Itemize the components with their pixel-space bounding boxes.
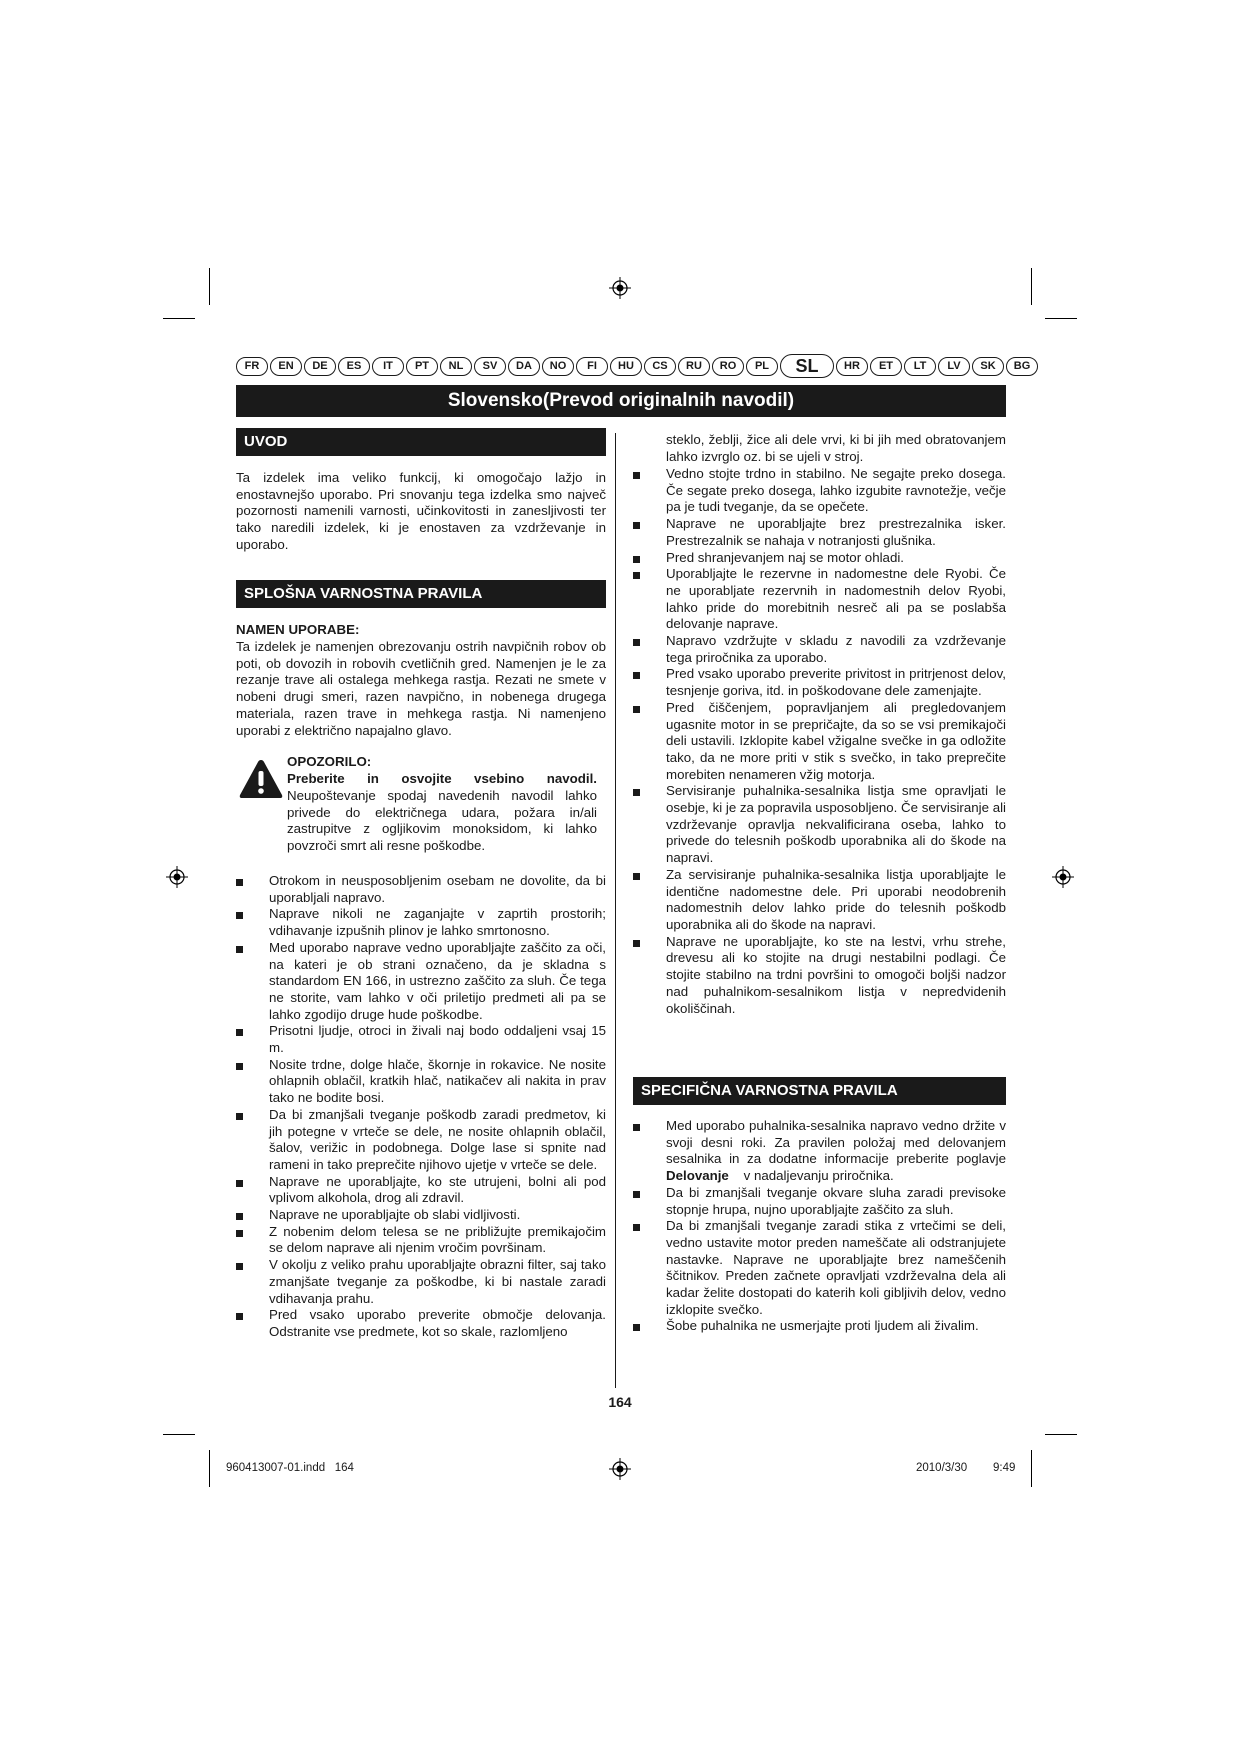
- footer-file: 960413007-01.indd 164: [226, 1462, 354, 1474]
- list-item: Med uporabo naprave vedno uporabljajte zaščito za oči, na kateri je ob strani označeno, da je skladna s standardom EN 166, in ustrezno zaščito za sluh. Če tega ne storite, vam lahko v oči priletijo predmeti ali pa se lahko zgodijo druge hude poškodbe.: [236, 940, 606, 1024]
- language-pill-pl: PL: [746, 357, 778, 376]
- registration-mark-icon: [609, 277, 631, 299]
- bullet-icon: [236, 1213, 243, 1220]
- list-item: Pred vsako uporabo preverite privitost in pritrjenost delov, tesnjenje goriva, itd. in poškodovane dele zamenjajte.: [633, 666, 1006, 699]
- list-item: Naprave ne uporabljajte ob slabi vidljivosti.: [236, 1207, 606, 1224]
- bullet-icon: [633, 1191, 640, 1198]
- registration-mark-icon: [1052, 866, 1074, 888]
- bullet-icon: [633, 472, 640, 479]
- column-divider: [615, 433, 616, 1388]
- bullet-icon: [633, 1224, 640, 1231]
- language-pill-lt: LT: [904, 357, 936, 376]
- language-pill-et: ET: [870, 357, 902, 376]
- bullet-icon: [633, 940, 640, 947]
- specific-heading: SPECIFIČNA VARNOSTNA PRAVILA: [633, 1077, 1006, 1105]
- list-item: Pred shranjevanjem naj se motor ohladi.: [633, 550, 1006, 567]
- list-item: Pred čiščenjem, popravljanjem ali pregledovanjem ugasnite motor in se prepričajte, da so se vsi premikajoči deli ustavili. Izklopite kabel vžigalne svečke in ga odložite tako, da ne more priti v stik s svečko, in tako preprečite morebiten nenameren vžig motorja.: [633, 700, 1006, 784]
- list-item: Prisotni ljudje, otroci in živali naj bodo oddaljeni vsaj 15 m.: [236, 1023, 606, 1056]
- language-pill-da: DA: [508, 357, 540, 376]
- bullet-icon: [633, 522, 640, 529]
- list-item: Da bi zmanjšali tveganje zaradi stika z vrtečimi se deli, vedno ustavite motor preden nameščate ali odstranjujete nastavke. Naprave ne uporabljajte brez nameščenih ščitnikov. Preden začnete opravljati vzdrževalna dela ali kadar želite dostopati do katerih koli gibljivih delov, vedno izklopite svečko.: [633, 1218, 1006, 1318]
- list-item: Z nobenim delom telesa se ne približujte premikajočim se delom naprave ali njenim vročim površinam.: [236, 1224, 606, 1257]
- specific-safety-list: [633, 1118, 1006, 1335]
- bullet-icon: [236, 879, 243, 886]
- crop-mark: [163, 318, 195, 319]
- safety-heading: SPLOŠNA VARNOSTNA PRAVILA: [236, 580, 606, 608]
- crop-mark: [209, 1450, 210, 1487]
- list-item: Naprave ne uporabljajte, ko ste na lestvi, vrhu strehe, drevesu ali ko stojite na drugi nestabilni podlagi. Če stojite stabilno na trdni površini to omogoči boljši nadzor nad puhalnikom-sesalnikom listja v nepredvidenih okoliščinah.: [633, 934, 1006, 1018]
- language-pill-no: NO: [542, 357, 574, 376]
- list-item: Šobe puhalnika ne usmerjajte proti ljudem ali živalim.: [633, 1318, 1006, 1335]
- language-pill-fr: FR: [236, 357, 268, 376]
- list-item: Za servisiranje puhalnika-sesalnika listja uporabljajte le identične nadomestne dele. Pri uporabi neodobrenih nadomestnih delov lahko pride do telesnih poškodb uporabnika ali do škode na napravi.: [633, 867, 1006, 934]
- bullet-icon: [236, 1180, 243, 1187]
- registration-mark-icon: [609, 1458, 631, 1480]
- right-safety-list: [633, 466, 1006, 1017]
- language-pill-ro: RO: [712, 357, 744, 376]
- right-continuation: steklo, žeblji, žice ali dele vrvi, ki bi jih med obratovanjem lahko izvrglo oz. bi se ujeli v stroj.: [666, 432, 1006, 464]
- crop-mark: [163, 1434, 195, 1435]
- language-pill-bg: BG: [1006, 357, 1038, 376]
- crop-mark: [1045, 1434, 1077, 1435]
- page-title: Slovensko(Prevod originalnih navodil): [236, 385, 1006, 417]
- list-item: Da bi zmanjšali tveganje poškodb zaradi predmetov, ki jih potegne v vrteče se dele, ne nosite ohlapnih oblačil, šalov, verižic in podobnega. Dolge lase si spnite nad rameni in tako preprečite njihovo ujetje v vrteče se dele.: [236, 1107, 606, 1174]
- bullet-icon: [236, 1230, 243, 1237]
- page-number: 164: [608, 1394, 632, 1410]
- list-item: Uporabljajte le rezervne in nadomestne dele Ryobi. Če ne uporabljate rezervnih in nadomestnih delov Ryobi, lahko pride do morebitnih nesreč ali pa se poslabša delovanje naprave.: [633, 566, 1006, 633]
- uvod-text: Ta izdelek ima veliko funkcij, ki omogočajo lažjo in enostavnejšo uporabo. Pri snovanju tega izdelka smo največ pozornosti namenili varnosti, učinkovitosti in zanesljivosti ter tako naredili izdelek, ki je enostaven za vzdrževanje in uporabo.: [236, 470, 606, 552]
- list-item: V okolju z veliko prahu uporabljajte obrazni filter, saj tako zmanjšate tveganje za poškodbe, ki bi nastale zaradi vdihavanja prahu.: [236, 1257, 606, 1307]
- bullet-icon: [236, 946, 243, 953]
- bullet-icon: [633, 789, 640, 796]
- list-item: Da bi zmanjšali tveganje okvare sluha zaradi previsoke stopnje hrupa, nujno uporabljajte zaščito za sluh.: [633, 1185, 1006, 1218]
- bullet-icon: [236, 1263, 243, 1270]
- list-item: Otrokom in neusposobljenim osebam ne dovolite, da bi uporabljali napravo.: [236, 873, 606, 906]
- crop-mark: [1031, 1450, 1032, 1487]
- left-safety-list: [236, 873, 606, 1341]
- warning-title: OPOZORILO:: [287, 754, 372, 769]
- warning-text: Neupoštevanje spodaj navedenih navodil lahko privede do električnega udara, požara in/ali zastrupitve z ogljikovim monoksidom, ki lahko povzroči smrt ali resne poškodbe.: [287, 788, 597, 854]
- uvod-heading: UVOD: [236, 428, 606, 456]
- language-pill-sl: SL: [780, 354, 834, 378]
- bullet-icon: [633, 873, 640, 880]
- language-pill-ru: RU: [678, 357, 710, 376]
- warning-triangle-icon: [238, 758, 284, 800]
- footer-date: 2010/3/30: [916, 1462, 968, 1474]
- language-pill-de: DE: [304, 357, 336, 376]
- crop-mark: [1031, 268, 1032, 305]
- list-item: Vedno stojte trdno in stabilno. Ne segajte preko dosega. Če segate preko dosega, lahko izgubite ravnotežje, večje pa je tudi tveganje, da se opečete.: [633, 466, 1006, 516]
- bullet-icon: [633, 1324, 640, 1331]
- list-item: Servisiranje puhalnika-sesalnika listja sme opravljati le osebje, ki je za popravila usposobljeno. Če servisiranje ali vzdrževanje opravlja nekvalificirana oseba, lahko to privede do telesnih poškodb uporabnika ali do škode na napravi.: [633, 783, 1006, 867]
- language-pill-sk: SK: [972, 357, 1004, 376]
- crop-mark: [209, 268, 210, 305]
- language-pill-it: IT: [372, 357, 404, 376]
- language-pill-pt: PT: [406, 357, 438, 376]
- warning-bold: Preberite in osvojite vsebino navodil.: [287, 771, 597, 786]
- language-pill-hu: HU: [610, 357, 642, 376]
- bullet-icon: [633, 572, 640, 579]
- usage-heading: NAMEN UPORABE:: [236, 622, 360, 637]
- language-pill-es: ES: [338, 357, 370, 376]
- bullet-icon: [633, 639, 640, 646]
- footer-time: 9:49: [993, 1462, 1016, 1474]
- language-pill-en: EN: [270, 357, 302, 376]
- language-pill-lv: LV: [938, 357, 970, 376]
- list-item: Naprave nikoli ne zaganjajte v zaprtih prostorih; vdihavanje izpušnih plinov je lahko smrtonosno.: [236, 906, 606, 939]
- language-pill-hr: HR: [836, 357, 868, 376]
- list-item: Naprave ne uporabljajte, ko ste utrujeni, bolni ali pod vplivom alkohola, drog ali zdravil.: [236, 1174, 606, 1207]
- bullet-icon: [633, 672, 640, 679]
- language-pill-cs: CS: [644, 357, 676, 376]
- list-item: Napravo vzdržujte v skladu z navodili za vzdrževanje tega priročnika za uporabo.: [633, 633, 1006, 666]
- list-item: Pred vsako uporabo preverite območje delovanja. Odstranite vse predmete, kot so skale, razlomljeno: [236, 1307, 606, 1340]
- registration-mark-icon: [166, 866, 188, 888]
- list-item: Med uporabo puhalnika-sesalnika napravo vedno držite v svoji desni roki. Za pravilen položaj med delovanjem sesalnika in za dodatne informacije preberite poglavje Delovanje v nadaljevanju priročnika.: [633, 1118, 1006, 1185]
- usage-text: Ta izdelek je namenjen obrezovanju ostrih navpičnih robov ob poti, ob dovozih in robovih cvetličnih gred. Namenjen je le za rezanje trave ali ostalega mehkega rastja. Rezati ne smete v nobeni drugi smeri, razen navpično, in nobenega drugega materiala, razen trave in mehkega rastja. Ni namenjeno uporabi z električno napajalno glavo.: [236, 639, 606, 738]
- bullet-icon: [633, 556, 640, 563]
- list-item: Naprave ne uporabljajte brez prestrezalnika isker. Prestrezalnik se nahaja v notranjosti glušnika.: [633, 516, 1006, 549]
- bullet-icon: [633, 706, 640, 713]
- language-pill-fi: FI: [576, 357, 608, 376]
- crop-mark: [1045, 318, 1077, 319]
- bullet-icon: [236, 1029, 243, 1036]
- bullet-icon: [236, 1313, 243, 1320]
- bullet-icon: [236, 912, 243, 919]
- language-pill-sv: SV: [474, 357, 506, 376]
- language-pill-nl: NL: [440, 357, 472, 376]
- bullet-icon: [236, 1113, 243, 1120]
- bullet-icon: [236, 1063, 243, 1070]
- list-item: Nosite trdne, dolge hlače, škornje in rokavice. Ne nosite ohlapnih oblačil, kratkih hlač, natikačev ali nakita in prav tako ne bodite bosi.: [236, 1057, 606, 1107]
- language-selector: [236, 355, 1031, 377]
